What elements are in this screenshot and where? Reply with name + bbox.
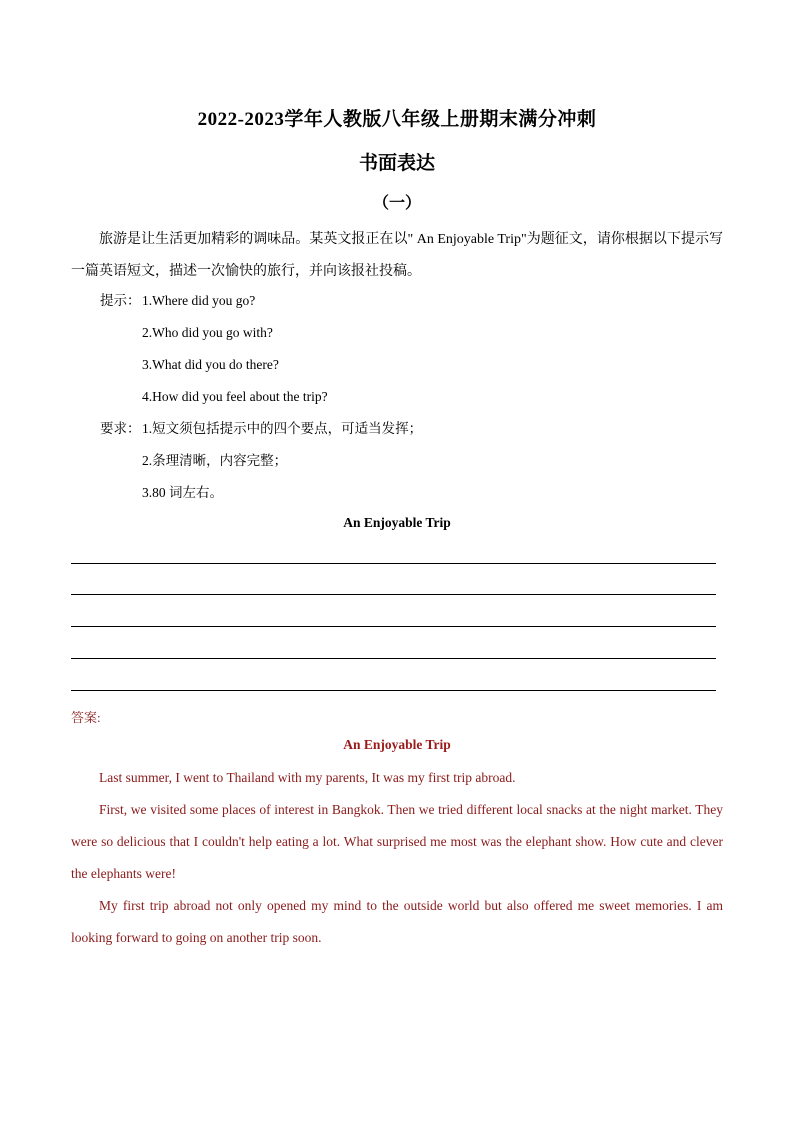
requirements-label: 要求： (100, 421, 141, 436)
hints-label: 提示： (100, 293, 141, 308)
answer-title: An Enjoyable Trip (343, 737, 451, 752)
answer-paragraph: First, we visited some places of interest in Bangkok. Then we tried different local snacks at the night market. They were so delicious that I couldn't help eating a lot. What surprised me most was the elephant show. How cute and clever the elephants were! (71, 802, 723, 881)
writing-line (71, 563, 716, 564)
answer-label: 答案: (71, 710, 101, 725)
requirement-item: 2.条理清晰，内容完整； (142, 453, 288, 468)
hint-item: 1.Where did you go? (142, 293, 256, 308)
writing-line (71, 594, 716, 595)
document-title: 2022-2023学年人教版八年级上册期末满分冲刺 (197, 109, 597, 130)
writing-line (71, 690, 716, 691)
hint-item: 4.How did you feel about the trip? (142, 389, 328, 404)
answer-paragraph: My first trip abroad not only opened my mind to the outside world but also offered me sweet memories. I am looking forward to going on another trip soon. (71, 898, 723, 945)
document-subtitle: 书面表达 (358, 153, 435, 174)
hint-item: 2.Who did you go with? (142, 325, 273, 340)
task-intro: 旅游是让生活更加精彩的调味品。某英文报正在以" An Enjoyable Trip"为题征文，请你根据以下提示写一篇英语短文，描述一次愉快的旅行，并向该报社投稿。 (71, 232, 723, 279)
essay-title: An Enjoyable Trip (343, 515, 451, 530)
requirement-item: 3.80 词左右。 (142, 485, 223, 500)
hint-item: 3.What did you do there? (142, 357, 279, 372)
section-number: （一） (372, 195, 421, 212)
writing-line (71, 658, 716, 659)
requirement-item: 1.短文须包括提示中的四个要点，可适当发挥； (142, 421, 423, 436)
answer-paragraph: Last summer, I went to Thailand with my parents, It was my first trip abroad. (99, 770, 516, 785)
writing-line (71, 626, 716, 627)
